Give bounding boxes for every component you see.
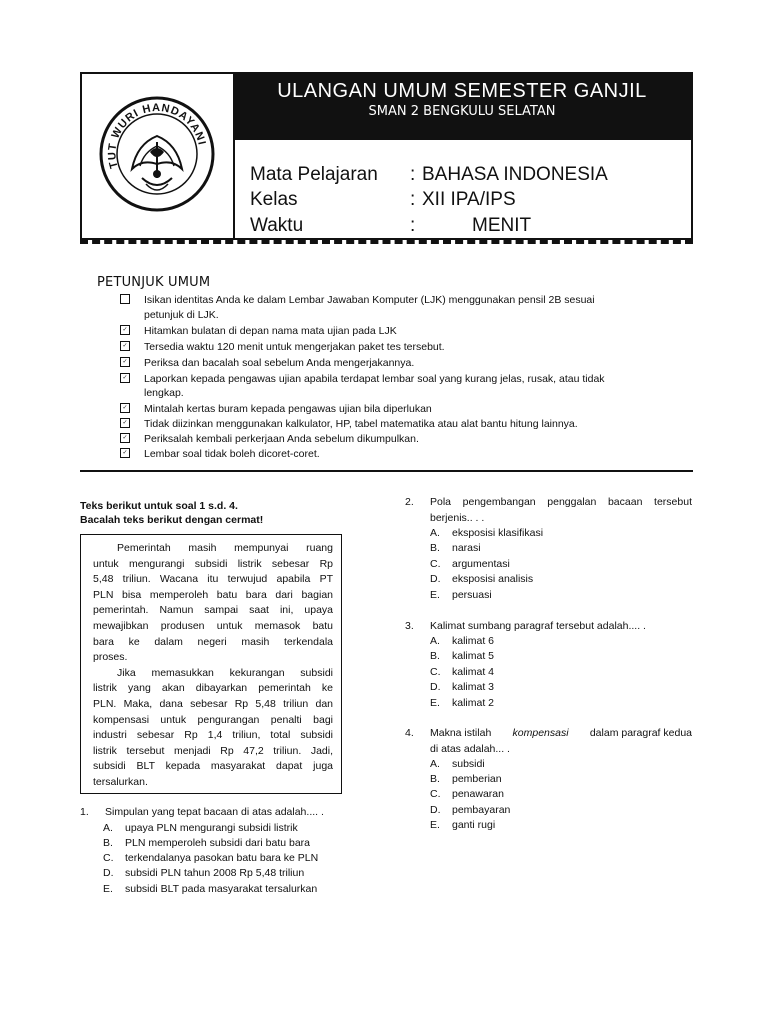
info-colon: : (410, 215, 416, 236)
question-number: 1. (80, 806, 89, 818)
question-text: Makna istilah kompensasi dalam paragraf kedua (430, 726, 692, 742)
reading-instruction: Bacalah teks berikut dengan cermat! (80, 514, 264, 526)
question-2-continued: berjenis.. . . (430, 512, 485, 524)
info-value: MENIT (472, 215, 532, 236)
checkbox-icon: ✓ (120, 433, 130, 443)
checkbox-icon: ✓ (120, 403, 130, 413)
question-text: Kalimat sumbang paragraf tersebut adalah.... . (430, 620, 646, 632)
instructions-title: PETUNJUK UMUM (97, 275, 211, 290)
checkbox-icon (120, 294, 130, 304)
checkbox-icon: ✓ (120, 357, 130, 367)
info-label: Kelas (250, 189, 298, 210)
checkbox-icon: ✓ (120, 325, 130, 335)
passage-line: PLN bisa memperoleh batu bara dari bagian (93, 588, 333, 601)
passage-line: PLN. Maka, dana sebesar Rp 5,48 triliun dan (93, 698, 333, 710)
question-text: Simpulan yang tepat bacaan di atas adalah.... . (105, 806, 324, 818)
passage-line: tersalurkan. (93, 776, 148, 788)
question-4-continued: di atas adalah... . (430, 743, 510, 755)
question-number: 2. (405, 496, 414, 508)
tut-wuri-handayani-logo (82, 74, 233, 238)
passage-line: listrik yang akan dibayarkan pemerintah ke (93, 682, 333, 695)
passage-line: 5,48 triliun. Wacana itu terwujud apabila PT (93, 573, 333, 586)
passage-line: untuk mengurangi subsidi listrik sebesar Rp (93, 557, 333, 570)
logo-box (82, 74, 235, 238)
question-text: Pola pengembangan penggalan bacaan tersebut (430, 496, 692, 508)
passage-line: mewajibkan produsen untuk memasok batu (93, 620, 333, 632)
exam-title: ULANGAN UMUM SEMESTER GANJIL (277, 80, 647, 102)
passage-line: kompensasi untuk pengurangan penalti bagi (93, 713, 333, 726)
question-number: 4. (405, 727, 414, 739)
emphasized-term: kompensasi (512, 727, 569, 739)
passage-line: Pemerintah masih mempunyai ruang (117, 542, 333, 554)
info-colon: : (410, 189, 416, 210)
checkbox-icon: ✓ (120, 373, 130, 383)
passage-line: listrik tersebut menjadi Rp 47,2 triliun. Jadi, (93, 744, 333, 757)
reading-intro: Teks berikut untuk soal 1 s.d. 4. (80, 500, 238, 512)
question-number: 3. (405, 620, 414, 632)
passage-line: subsidi BLT kepada masyarakat dapat juga (93, 760, 333, 773)
checkbox-icon: ✓ (120, 341, 130, 351)
passage-line: bara ke dalam negeri masih terkendala (93, 635, 333, 648)
info-label: Mata Pelajaran (250, 164, 378, 185)
info-value: XII IPA/IPS (422, 189, 516, 210)
exam-header (80, 72, 693, 240)
info-value: BAHASA INDONESIA (422, 164, 608, 185)
checkbox-icon: ✓ (120, 448, 130, 458)
info-colon: : (410, 164, 416, 185)
passage-line: Jika memasukkan kekurangan subsidi (117, 666, 333, 679)
dashed-divider (80, 240, 693, 244)
section-divider (80, 470, 693, 472)
reading-passage-box (80, 534, 342, 794)
checkbox-icon: ✓ (120, 418, 130, 428)
passage-line: industri sebesar Rp 1,4 triliun, total subsidi (93, 729, 333, 742)
passage-line: proses. (93, 651, 128, 664)
passage-line: pemerintah. Namun sampai saat ini, upaya (93, 604, 333, 617)
school-name: SMAN 2 BENGKULU SELATAN (368, 104, 556, 119)
svg-text:TUT WURI HANDAYANI: TUT WURI HANDAYANI (106, 102, 208, 170)
info-label: Waktu (250, 215, 304, 236)
